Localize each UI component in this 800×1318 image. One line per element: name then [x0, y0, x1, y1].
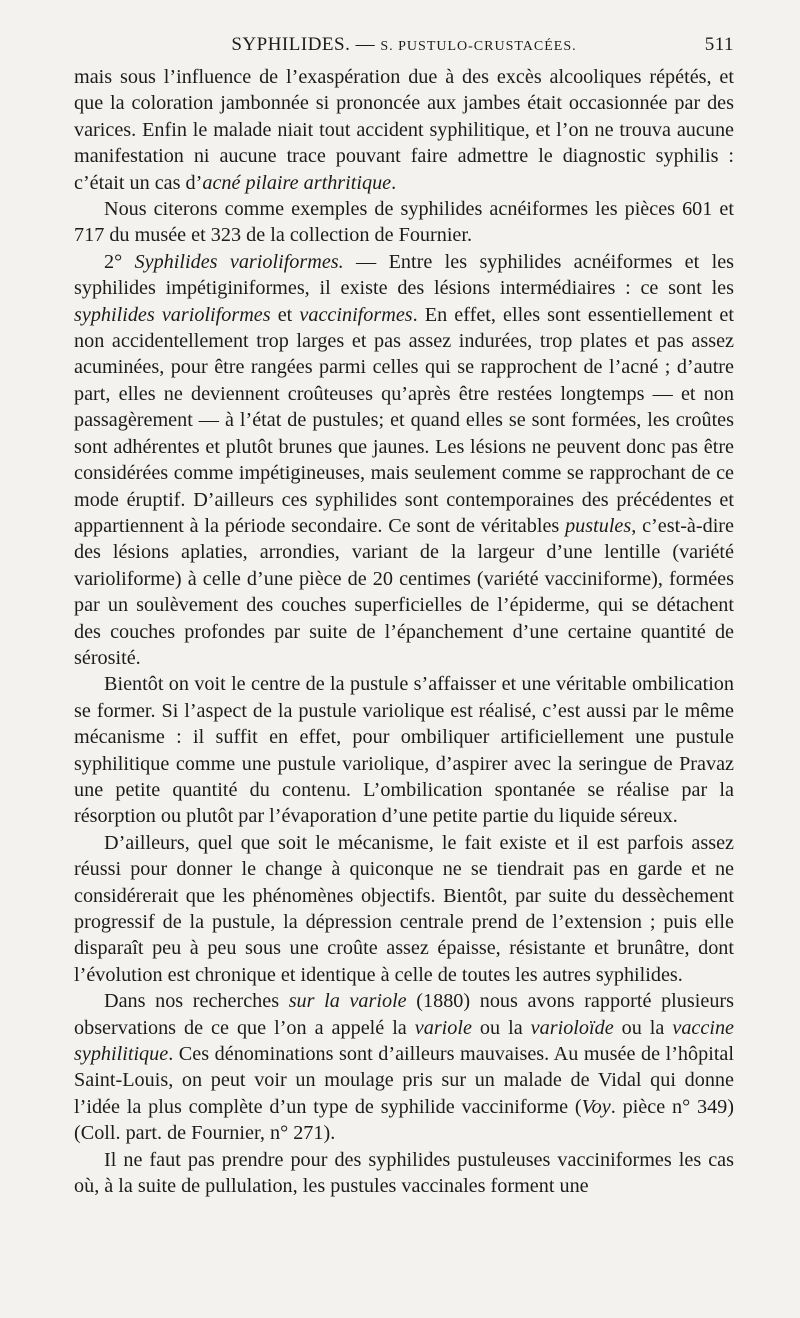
text-run: Il ne faut pas prendre pour des syphilides pustuleuses vacciniformes les cas où, à la suite de pullulation, les pustules vaccinales forment une [74, 1148, 734, 1198]
paragraph-p6 [74, 988, 734, 1146]
text-run: D’ailleurs, quel que soit le mécanisme, le fait existe et il est parfois assez réussi pour donner le change à quiconque ne se tiendrait pas en garde et ne considérerait que les phénomènes objectifs. Bientôt, par suite du dessèchement progressif de la pustule, la dépression centrale prend de l’extension ; puis elle disparaît peu à peu sous une croûte assez épaisse, résistante et brunâtre, dont l’évolution est chronique et identique à celle de toutes les autres syphilides. [74, 831, 734, 986]
italic-run: vacciniformes [299, 303, 413, 326]
text-run: . Ces dénominations sont d’ailleurs mauvaises. Au musée de l’hôpital Saint-Louis, on peut voir un moulage pris sur un malade de Vidal qui donne l’idée la plus complète d’un type de syphilide vacciniforme ( [74, 1043, 734, 1118]
text-run: — Entre les syphilides acnéiformes et les syphilides impétiginiformes, il existe des lésions intermédiaires : ce sont les [74, 250, 735, 300]
italic-run: Voy [581, 1095, 611, 1118]
section-subtitle: S. PUSTULO-CRUSTACÉES. [380, 39, 577, 54]
italic-run: pustules [565, 514, 632, 537]
paragraph-p3 [74, 249, 734, 672]
page-number: 511 [704, 34, 734, 55]
italic-run: Syphilides varioliformes. [134, 250, 344, 273]
text-run: 2° [104, 250, 135, 273]
text-run: Dans nos recherches [104, 990, 289, 1013]
text-run: (1880) nous avons rapporté plusieurs observations de ce que l’on a appelé la [74, 990, 734, 1039]
paragraph-p4 [74, 671, 734, 829]
text-run: . pièce n° 349) (Coll. part. de Fournier, n° 271). [74, 1095, 734, 1145]
text-run: . [391, 171, 397, 194]
paragraph-p5 [74, 830, 734, 988]
italic-run: acné pilaire arthritique [202, 171, 392, 194]
text-run: . En effet, elles sont essentiellement et non accidentellement trop larges et pas assez indurées, trop plates et pas assez acuminées, pour être rangées parmi celles qui se rapprochent de l’acné ; d’autre part, elles ne deviennent croûteuses qu’après être restées longtemps — et non passagèrement — à l’état de pustules; et quand elles se sont formées, les croûtes sont adhérentes et plutôt brunes que jaunes. Les lésions ne peuvent donc pas être considérées comme impétigineuses, mais seulement comme se rapprochant de ce mode éruptif. D’ailleurs ces syphilides sont contemporaines des précédentes et appartiennent à la période secondaire. Ce sont de véritables [74, 303, 734, 537]
italic-run: vaccine syphilitique [74, 1016, 735, 1066]
running-header [74, 34, 734, 64]
text-run: , c’est-à-dire des lésions aplaties, arrondies, variant de la largeur d’une lentille (variété varioliforme) à celle d’une pièce de 20 centimes (variété vacciniforme), formées par un soulèvement des couches superficielles de l’épiderme, qui se détachent des couches profondes par suite de l’épanchement d’une certaine quantité de sérosité. [74, 514, 734, 669]
title-dash: — [355, 34, 376, 55]
body-text [74, 64, 734, 1199]
text-run: Bientôt on voit le centre de la pustule s’affaisser et une véritable ombilication se former. Si l’aspect de la pustule variolique est réalisé, c’est aussi par le même mécanisme : il suffit en effet, pour ombiliquer artificiellement une pustule syphilitique comme une pustule variolique, d’aspirer avec la seringue de Pravaz une petite quantité du contenu. L’ombilication spontanée se réalise par la résorption ou plutôt par l’évaporation d’une petite partie du liquide séreux. [74, 673, 734, 828]
running-title [74, 34, 734, 56]
italic-run: variole [414, 1016, 472, 1039]
italic-run: sur la variole [288, 990, 407, 1013]
chapter-title: SYPHILIDES. [231, 34, 351, 55]
paragraph-p7 [74, 1147, 734, 1200]
text-run: Nous citerons comme exemples de syphilides acnéiformes les pièces 601 et 717 du musée et 323 de la collection de Fournier. [74, 198, 734, 247]
italic-run: varioloïde [530, 1016, 614, 1039]
paragraph-p1 [74, 64, 734, 196]
italic-run: syphilides varioliformes [74, 303, 271, 326]
text-run: ou la [613, 1016, 673, 1039]
text-run: ou la [471, 1016, 531, 1039]
paragraph-p2 [74, 196, 734, 249]
text-run: mais sous l’influence de l’exaspération due à des excès alcooliques répétés, et que la coloration jambonnée si prononcée aux jambes était occasionnée par des varices. Enfin le malade niait tout accident syphilitique, et l’on ne trouva aucune manifestation ni aucune trace pouvant faire admettre le diagnostic syphilis : c’était un cas d’ [74, 66, 734, 194]
text-run: et [270, 303, 300, 326]
